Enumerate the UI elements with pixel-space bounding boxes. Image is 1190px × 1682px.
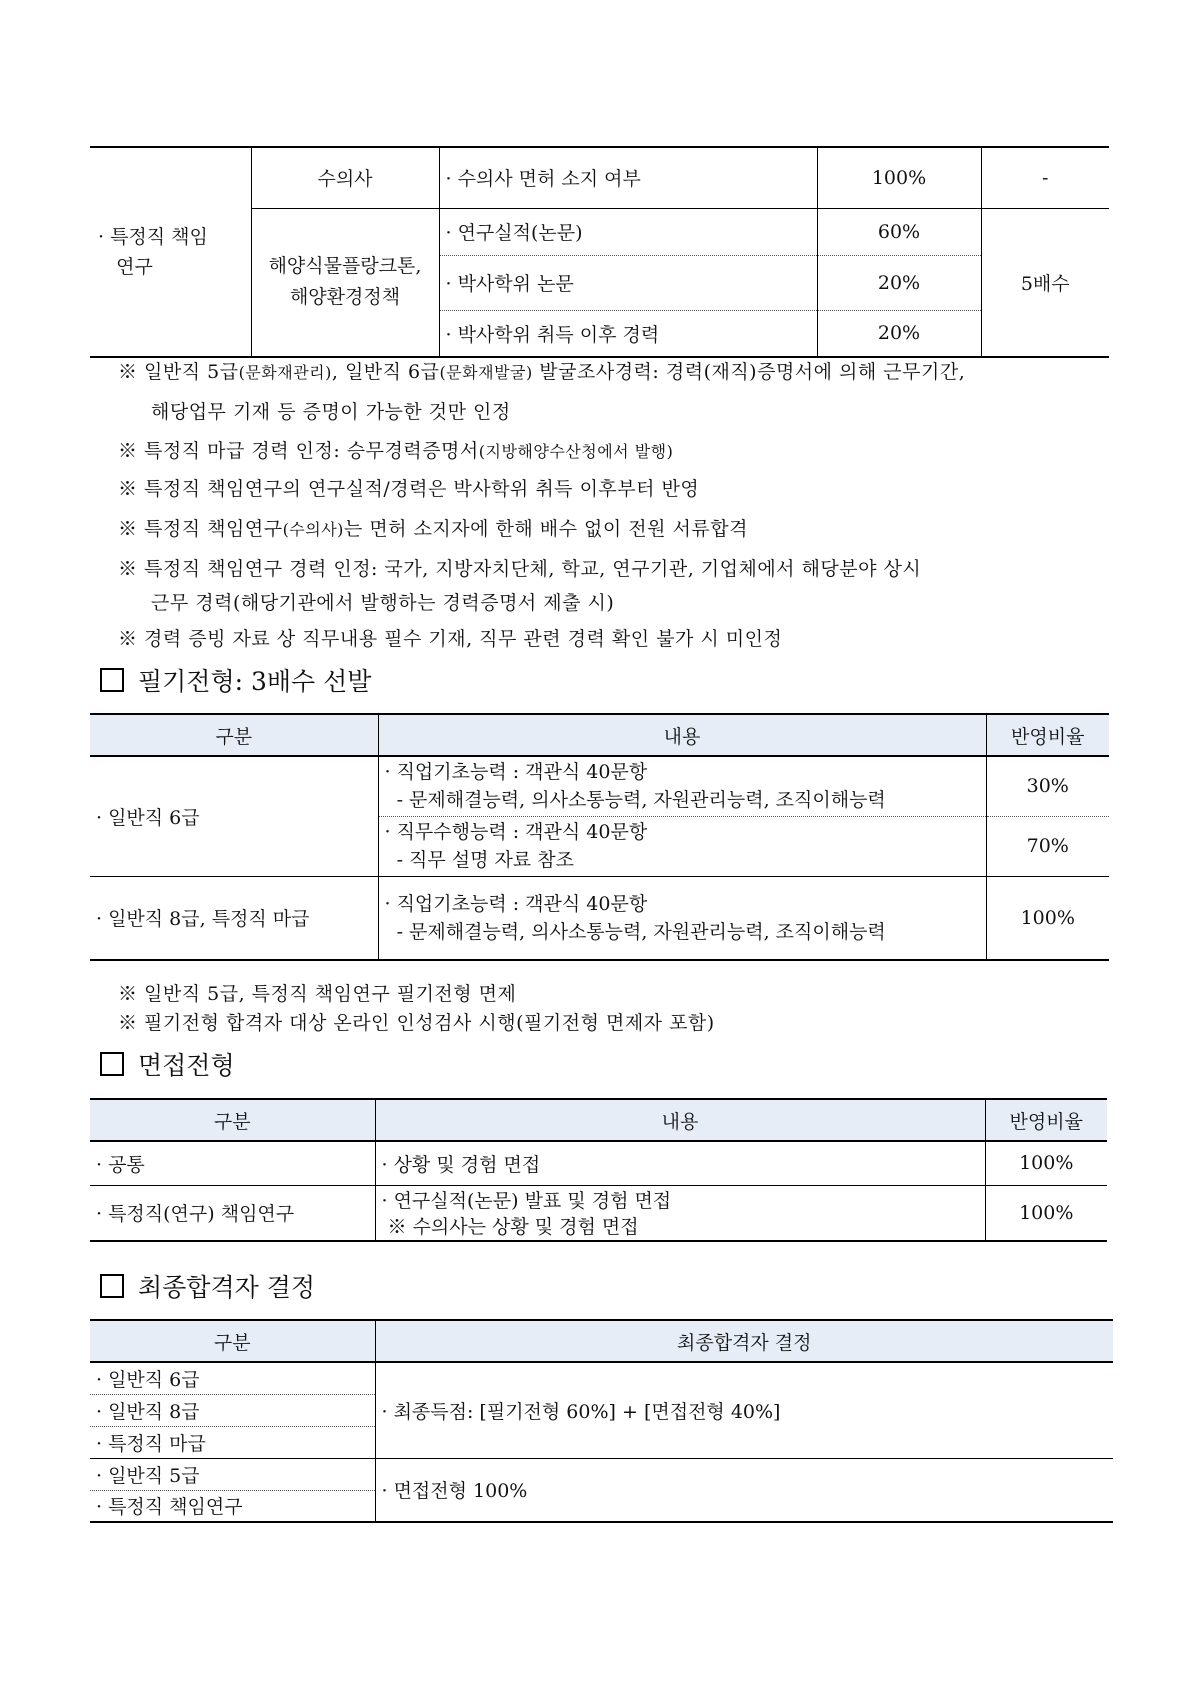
final-ma: · 특정직 마급 xyxy=(90,1426,375,1458)
header-content: 내용 xyxy=(375,1099,985,1141)
field-vet: 수의사 xyxy=(251,147,439,208)
content-vet: · 수의사 면허 소지 여부 xyxy=(439,147,817,208)
cat-common: · 공통 xyxy=(90,1141,375,1185)
header-decision: 최종합격자 결정 xyxy=(375,1320,1113,1362)
content-research: · 연구실적(논문) 발표 및 경험 면접 ※ 수의사는 상황 및 경험 면접 xyxy=(375,1185,985,1241)
note-excavation: ※ 일반직 5급(문화재관리), 일반직 6급(문화재발굴) 발굴조사경력: 경력(재직)증명서에 의해 근무기간, xyxy=(118,361,966,383)
ratio-research: 100% xyxy=(985,1185,1107,1241)
final-grade5: · 일반직 5급 xyxy=(90,1458,375,1490)
header-category: 구분 xyxy=(90,1099,375,1141)
ratio-basic: 30% xyxy=(986,756,1109,816)
header-ratio: 반영비율 xyxy=(985,1099,1107,1141)
note-sailing-career: ※ 특정직 마급 경력 인정: 승무경력증명서(지방해양수산청에서 발행) xyxy=(118,440,674,462)
content-basic-2: · 직업기초능력 : 객관식 40문항 - 문제해결능력, 의사소통능력, 자원관리능력, 조직이해능력 xyxy=(378,876,986,960)
note-research-record: ※ 특정직 책임연구의 연구실적/경력은 박사학위 취득 이후부터 반영 xyxy=(118,478,700,500)
written-exam-table xyxy=(90,713,1109,961)
content-basic: · 직업기초능력 : 객관식 40문항 - 문제해결능력, 의사소통능력, 자원관리능력, 조직이해능력 xyxy=(378,756,986,816)
note-personality-test: ※ 필기전형 합격자 대상 온라인 인성검사 시행(필기전형 면제자 포함) xyxy=(118,1012,715,1034)
content-marine-1: · 연구실적(논문) xyxy=(439,208,817,255)
ratio-basic-2: 100% xyxy=(986,876,1109,960)
section-final-title: 최종합격자 결정 xyxy=(100,1268,315,1304)
row-group-research: · 특정직 책임 연구 xyxy=(90,147,251,357)
section-interview-title: 면접전형 xyxy=(100,1046,235,1082)
note-evidence: ※ 경력 증빙 자료 상 직무내용 필수 기재, 직무 관련 경력 확인 불가 시 미인정 xyxy=(118,628,783,650)
ratio-duty: 70% xyxy=(986,816,1109,876)
ratio-marine-3: 20% xyxy=(817,310,981,357)
cat-grade8: · 일반직 8급, 특정직 마급 xyxy=(90,876,378,960)
content-marine-3: · 박사학위 취득 이후 경력 xyxy=(439,310,817,357)
cat-research: · 특정직(연구) 책임연구 xyxy=(90,1185,375,1241)
note-research-career-cont: 근무 경력(해당기관에서 발행하는 경력증명서 제출 시) xyxy=(151,592,615,614)
final-rule-1: · 최종득점: [필기전형 60%] + [면접전형 40%] xyxy=(375,1362,1113,1458)
final-decision-table xyxy=(90,1319,1113,1523)
multiple-marine: 5배수 xyxy=(981,208,1109,357)
section-written-title: 필기전형: 3배수 선발 xyxy=(100,662,371,698)
content-marine-2: · 박사학위 논문 xyxy=(439,255,817,310)
interview-table xyxy=(90,1098,1107,1242)
note-excavation-cont: 해당업무 기재 등 증명이 가능한 것만 인정 xyxy=(151,401,511,423)
checkbox-square-icon xyxy=(100,1274,124,1298)
ratio-vet: 100% xyxy=(817,147,981,208)
cat-grade6: · 일반직 6급 xyxy=(90,756,378,876)
field-marine: 해양식물플랑크톤, 해양환경정책 xyxy=(251,208,439,357)
header-category: 구분 xyxy=(90,714,378,756)
final-research: · 특정직 책임연구 xyxy=(90,1490,375,1522)
final-grade6: · 일반직 6급 xyxy=(90,1362,375,1394)
final-grade8: · 일반직 8급 xyxy=(90,1394,375,1426)
content-duty: · 직무수행능력 : 객관식 40문항 - 직무 설명 자료 참조 xyxy=(378,816,986,876)
checkbox-square-icon xyxy=(100,668,124,692)
note-written-exempt: ※ 일반직 5급, 특정직 책임연구 필기전형 면제 xyxy=(118,983,517,1005)
research-eligibility-table xyxy=(90,146,1109,358)
ratio-common: 100% xyxy=(985,1141,1107,1185)
note-research-career: ※ 특정직 책임연구 경력 인정: 국가, 지방자치단체, 학교, 연구기관, 기업체에서 해당분야 상시 xyxy=(118,558,922,580)
checkbox-square-icon xyxy=(100,1052,124,1076)
ratio-marine-2: 20% xyxy=(817,255,981,310)
ratio-marine-1: 60% xyxy=(817,208,981,255)
header-ratio: 반영비율 xyxy=(986,714,1109,756)
content-common: · 상황 및 경험 면접 xyxy=(375,1141,985,1185)
final-rule-2: · 면접전형 100% xyxy=(375,1458,1113,1522)
header-content: 내용 xyxy=(378,714,986,756)
note-vet-pass: ※ 특정직 책임연구(수의사)는 면허 소지자에 한해 배수 없이 전원 서류합격 xyxy=(118,518,748,540)
multiple-vet: - xyxy=(981,147,1109,208)
header-category: 구분 xyxy=(90,1320,375,1362)
